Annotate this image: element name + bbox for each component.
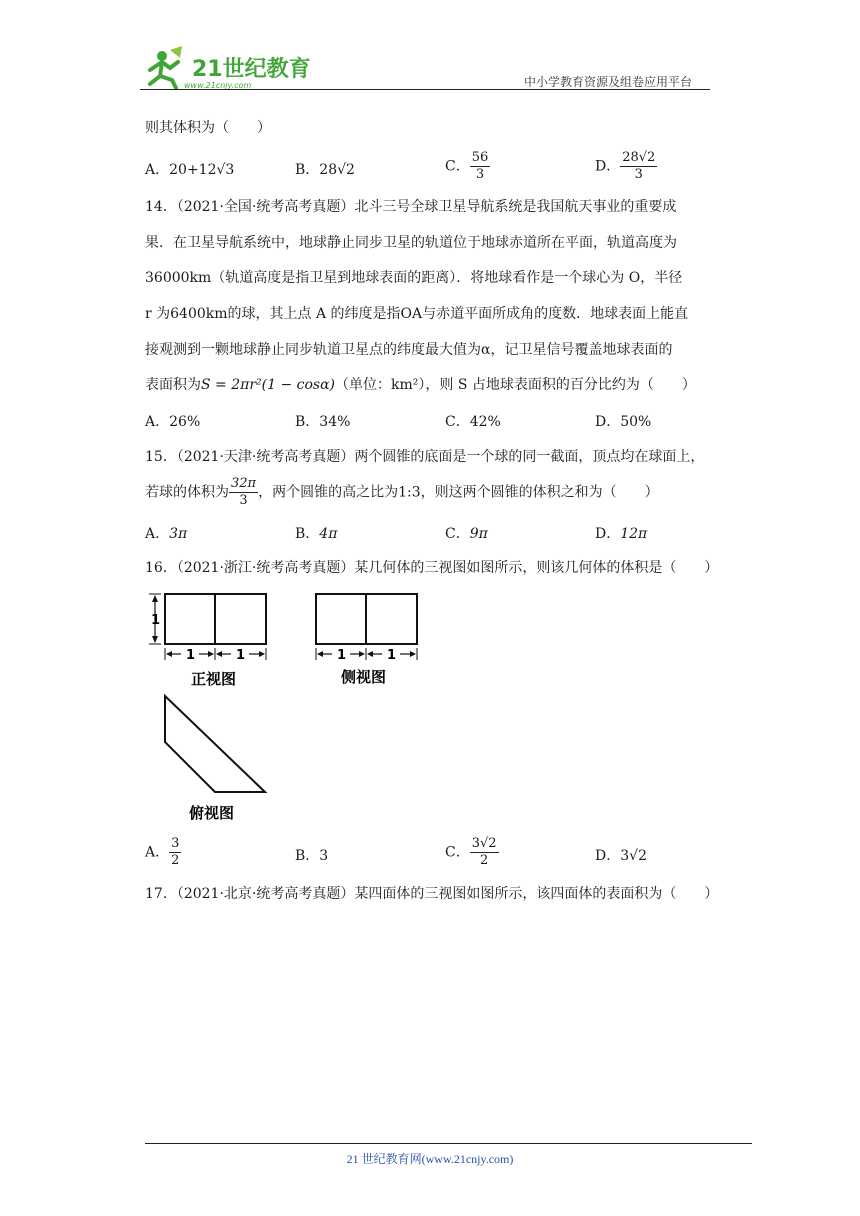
q14-option-b: B．34% bbox=[295, 414, 351, 430]
q14-line-6: 表面积为S = 2πr²(1 − cosα)（单位：km²），则 S 占地球表面积的百分比约为（ ） bbox=[145, 377, 696, 393]
q15-option-a: A．3π bbox=[145, 526, 188, 542]
side-view-label: 侧视图 bbox=[341, 668, 387, 686]
q14-line-3: 36000km（轨道高度是指卫星到地球表面的距离）．将地球看作是一个球心为 O，半径 bbox=[145, 270, 683, 286]
q13-option-c-fraction: $\frac{56}{3}$ bbox=[471, 150, 489, 182]
footer-divider bbox=[145, 1143, 752, 1144]
site-logo bbox=[140, 46, 310, 92]
q13-text: 则其体积为（ ） bbox=[145, 120, 271, 136]
q16-option-c: C． $\frac{3√2}{2}$ bbox=[445, 836, 497, 868]
logo-text: 21世纪教育 bbox=[192, 57, 310, 82]
q14-formula: S = 2πr²(1 − cosα) bbox=[201, 377, 336, 393]
front-view-label: 正视图 bbox=[191, 670, 237, 688]
q15-line-1: 15．（2021·天津·统考高考真题）两个圆锥的底面是一个球的同一截面，顶点均在球面上， bbox=[145, 449, 705, 465]
q13-option-d-fraction: $\frac{28√2}{3}$ bbox=[622, 150, 656, 182]
q14-option-a: A．26% bbox=[145, 414, 201, 430]
q13-option-c: C． $\frac{56}{3}$ bbox=[445, 150, 489, 182]
side-width-label-2: 1 bbox=[387, 648, 397, 663]
q14-line-1: 14．（2021·全国·统考高考真题）北斗三号全球卫星导航系统是我国航天事业的重要成 bbox=[145, 199, 677, 215]
q15-line-2: 若球的体积为 $\frac{32\pi}{3}$ ，两个圆锥的高之比为1:3，则这两个圆锥的体积之和为（ ） bbox=[145, 476, 659, 508]
footer-text[interactable]: 21 世纪教育网(www.21cnjy.com) bbox=[346, 1152, 514, 1166]
top-view-label: 俯视图 bbox=[189, 804, 235, 822]
q13-option-b-value: 28√2 bbox=[319, 162, 355, 178]
side-width-label-1: 1 bbox=[337, 648, 347, 663]
q16-option-c-fraction: $\frac{3√2}{2}$ bbox=[471, 836, 497, 868]
q16-option-a-fraction: $\frac{3}{2}$ bbox=[171, 836, 180, 868]
q14-option-d: D．50% bbox=[595, 414, 652, 430]
top-view bbox=[165, 696, 265, 822]
site-name: 中小学教育资源及组卷应用平台 bbox=[524, 75, 693, 89]
q13-option-b: B．28√2 bbox=[295, 162, 355, 178]
q16-option-a: A． $\frac{3}{2}$ bbox=[145, 836, 180, 868]
front-height-label: 1 bbox=[151, 613, 161, 628]
q16-line-1: 16．（2021·浙江·统考高考真题）某几何体的三视图如图所示，则该几何体的体积是（ ） bbox=[145, 560, 719, 576]
side-view bbox=[316, 594, 417, 686]
q14-option-c: C．42% bbox=[445, 414, 501, 430]
q15-option-c: C．9π bbox=[445, 526, 488, 542]
logo-url-text: www.21cnjy.com bbox=[184, 81, 252, 90]
q14-line-5: 接观测到一颗地球静止同步轨道卫星点的纬度最大值为α，记卫星信号覆盖地球表面的 bbox=[145, 342, 673, 358]
q14-line-2: 果．在卫星导航系统中，地球静止同步卫星的轨道位于地球赤道所在平面，轨道高度为 bbox=[145, 235, 677, 251]
q13-option-a: A．20+12√3 bbox=[145, 162, 235, 178]
front-width-label-2: 1 bbox=[236, 648, 246, 663]
q15-option-b: B．4π bbox=[295, 526, 338, 542]
runner-logo-icon bbox=[140, 46, 310, 92]
front-view bbox=[149, 594, 266, 688]
q16-option-b: B．3 bbox=[295, 848, 329, 864]
q13-option-d: D． $\frac{28√2}{3}$ bbox=[595, 150, 656, 182]
q16-three-view-figure bbox=[145, 586, 435, 822]
q15-option-d: D．12π bbox=[595, 526, 648, 542]
front-width-label-1: 1 bbox=[186, 648, 196, 663]
header-divider bbox=[140, 89, 710, 90]
q13-option-a-value: 20+12√3 bbox=[169, 162, 235, 178]
q16-option-d: D．3√2 bbox=[595, 848, 647, 864]
q14-line-4: r 为6400km的球，其上点 A 的纬度是指OA与赤道平面所成角的度数．地球表面上能直 bbox=[145, 306, 689, 322]
q17-line-1: 17．（2021·北京·统考高考真题）某四面体的三视图如图所示，该四面体的表面积为（ ） bbox=[145, 886, 719, 902]
q15-volume-fraction: $\frac{32\pi}{3}$ bbox=[231, 476, 257, 508]
